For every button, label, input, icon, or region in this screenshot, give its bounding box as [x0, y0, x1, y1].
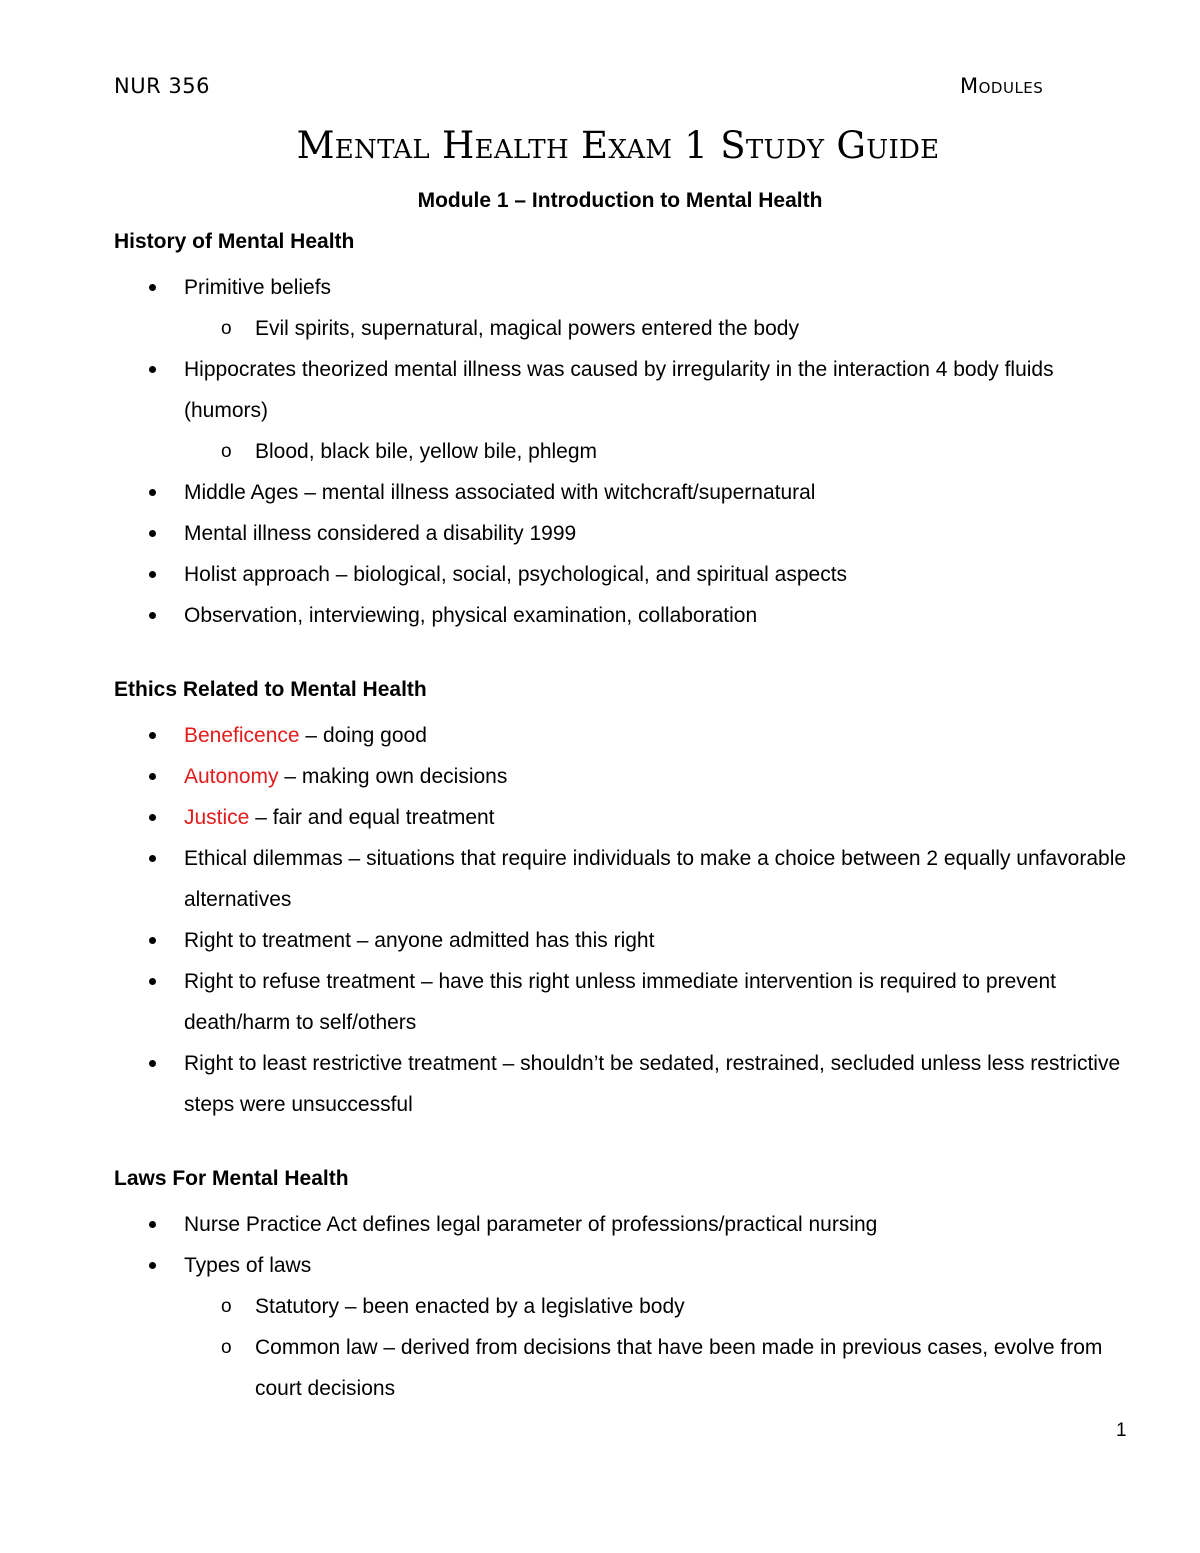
term-autonomy: Autonomy: [184, 765, 279, 788]
list-item: Middle Ages – mental illness associated with witchcraft/supernatural: [114, 472, 1134, 513]
sub-list-item: o Blood, black bile, yellow bile, phlegm: [114, 431, 1134, 472]
history-list: [114, 267, 1134, 636]
definition: – making own decisions: [278, 765, 508, 788]
section-gap: [114, 1125, 1134, 1166]
header-course: NUR 356: [114, 74, 210, 98]
section-title-ethics: Ethics Related to Mental Health: [114, 678, 427, 701]
definition: – doing good: [299, 724, 427, 747]
sub-list-item: o Common law – derived from decisions that have been made in previous cases, evolve from court decisions: [114, 1327, 1134, 1409]
term-beneficence: Beneficence: [184, 724, 300, 747]
sub-list-item: o Statutory – been enacted by a legislative body: [114, 1286, 1134, 1327]
list-item: Primitive beliefs: [114, 267, 1134, 308]
list-item: Right to refuse treatment – have this right unless immediate intervention is required to prevent death/harm to self/others: [114, 961, 1134, 1043]
section-gap: [114, 636, 1134, 677]
list-item: Right to treatment – anyone admitted has this right: [114, 920, 1134, 961]
list-item-beneficence: [114, 715, 1134, 756]
document-title: Mental Health Exam 1 Study Guide: [296, 124, 940, 167]
section-title-history: History of Mental Health: [114, 230, 355, 253]
list-item-autonomy: [114, 756, 1134, 797]
sub-list-item: o Evil spirits, supernatural, magical powers entered the body: [114, 308, 1134, 349]
list-item: Observation, interviewing, physical examination, collaboration: [114, 595, 1134, 636]
module-title: Module 1 – Introduction to Mental Health: [417, 189, 823, 212]
term-justice: Justice: [184, 806, 250, 829]
section-title-laws: Laws For Mental Health: [114, 1167, 349, 1190]
list-item-justice: [114, 797, 1134, 838]
laws-list: [114, 1204, 1134, 1409]
list-item: Hippocrates theorized mental illness was caused by irregularity in the interaction 4 body fluids (humors): [114, 349, 1134, 431]
definition: – fair and equal treatment: [249, 806, 495, 829]
list-item: Holist approach – biological, social, psychological, and spiritual aspects: [114, 554, 1134, 595]
list-item: Nurse Practice Act defines legal parameter of professions/practical nursing: [114, 1204, 1134, 1245]
list-item: Mental illness considered a disability 1999: [114, 513, 1134, 554]
list-item: Right to least restrictive treatment – shouldn’t be sedated, restrained, secluded unless less restrictive steps were unsuccessful: [114, 1043, 1134, 1125]
content: [114, 229, 1134, 1409]
header-modules: Modules: [960, 74, 1044, 98]
list-item: Types of laws: [114, 1245, 1134, 1286]
list-item: Ethical dilemmas – situations that require individuals to make a choice between 2 equally unfavorable alternatives: [114, 838, 1134, 920]
ethics-list: [114, 715, 1134, 1125]
page-number: 1: [1116, 1420, 1127, 1441]
